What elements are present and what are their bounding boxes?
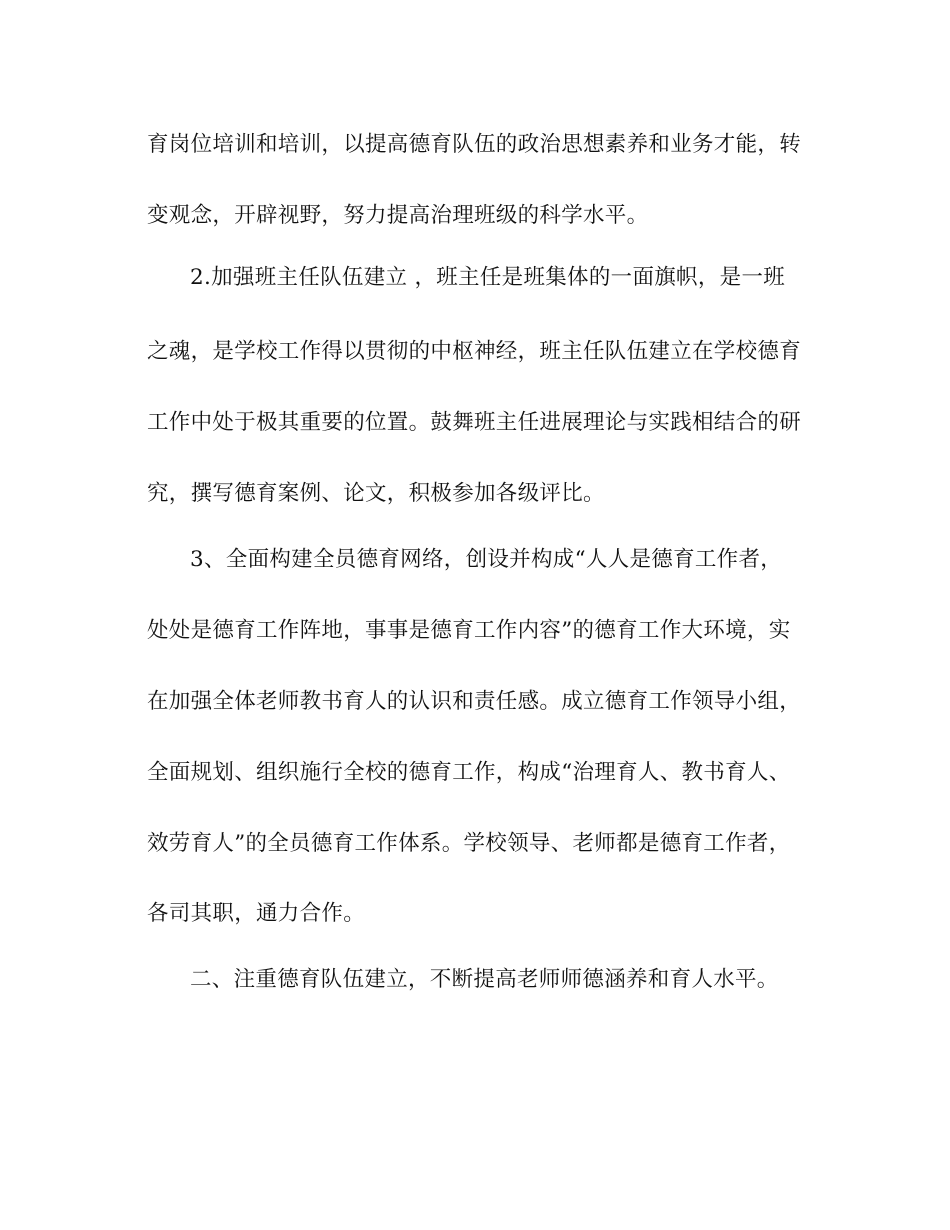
- text-line: 全面规划、组织施行全校的德育工作，构成“治理育人、教书育人、: [147, 760, 791, 785]
- text-line: 变观念，开辟视野，努力提高治理班级的科学水平。: [147, 203, 649, 228]
- text-line: 在加强全体老师教书育人的认识和责任感。成立德育工作领导小组，: [147, 689, 802, 714]
- paragraph-start-line: 3、全面构建全员德育网络，创设并构成“人人是德育工作者，: [190, 547, 783, 572]
- text-line: 之魂，是学校工作得以贯彻的中枢神经，班主任队伍建立在学校德育: [147, 339, 802, 364]
- text-line: 究，撰写德育案例、论文，积极参加各级评比。: [147, 481, 605, 506]
- text-line: 工作中处于极其重要的位置。鼓舞班主任进展理论与实践相结合的研: [147, 410, 802, 435]
- text-line: 效劳育人”的全员德育工作体系。学校领导、老师都是德育工作者，: [147, 831, 791, 856]
- paragraph-start-line: 2.加强班主任队伍建立 ，班主任是班集体的一面旗帜，是一班: [190, 265, 786, 290]
- text-line: 各司其职，通力合作。: [147, 901, 366, 926]
- text-line: 育岗位培训和培训，以提高德育队伍的政治思想素养和业务才能，转: [147, 132, 802, 157]
- text-line: 处处是德育工作阵地，事事是德育工作内容”的德育工作大环境，实: [147, 618, 791, 643]
- section-heading-line: 二、注重德育队伍建立，不断提高老师师德涵养和育人水平。: [190, 967, 779, 992]
